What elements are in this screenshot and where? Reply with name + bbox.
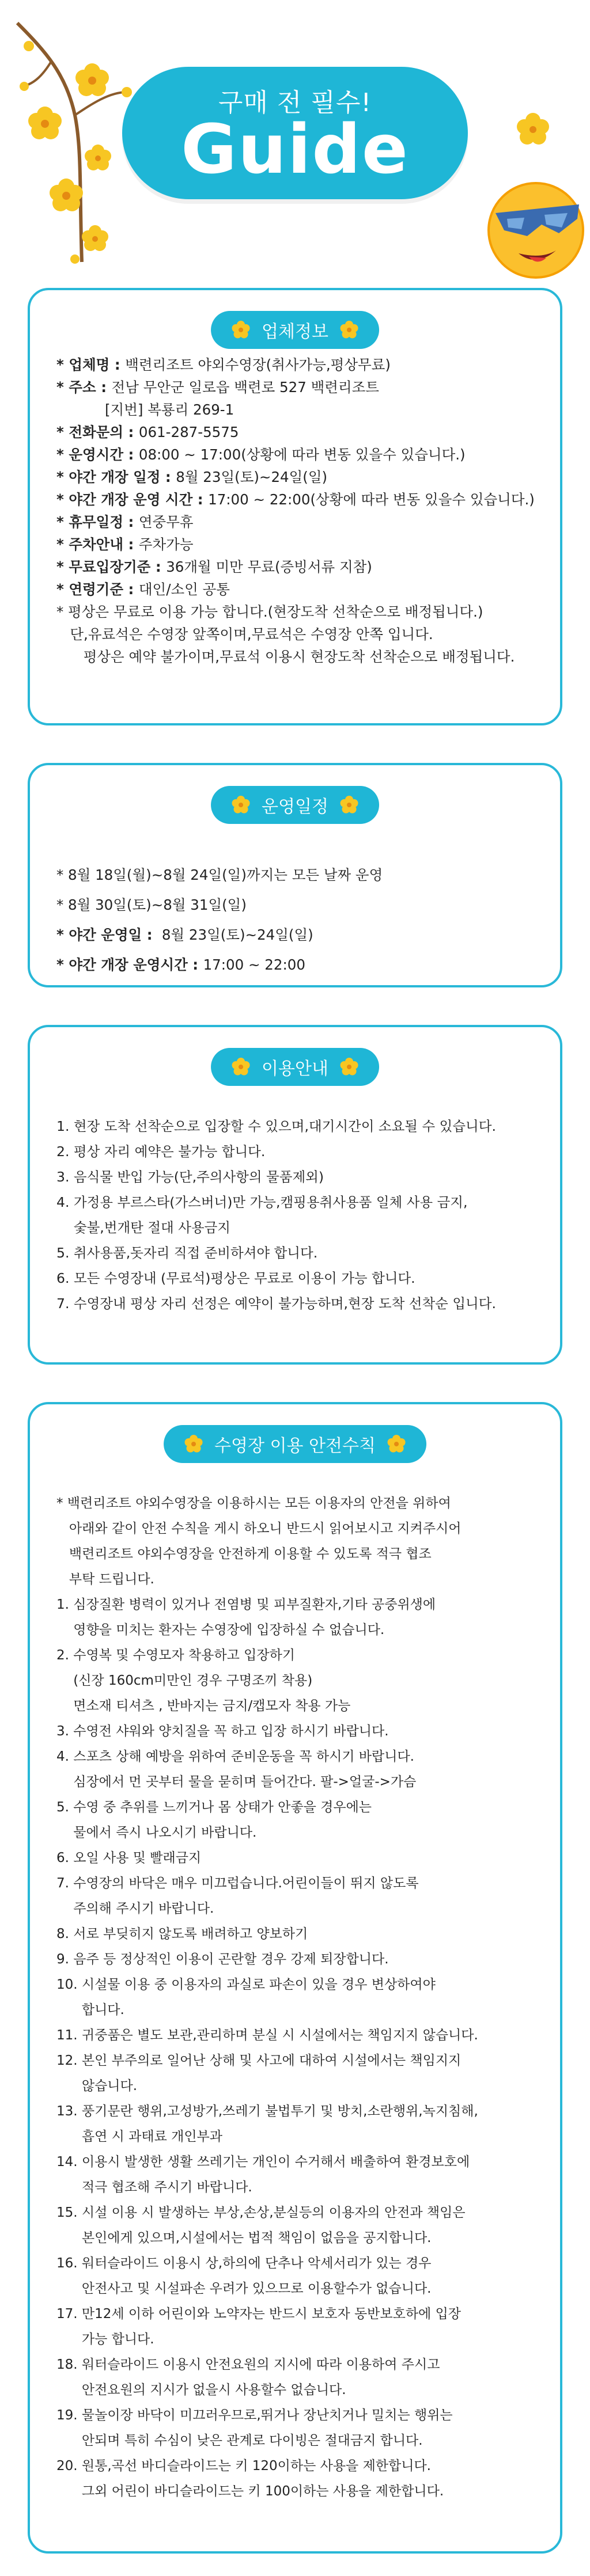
yellow-flower-icon: [230, 1057, 251, 1077]
info-row: * 업체명 : 백련리조트 야외수영장(취사가능,평상무료): [56, 356, 391, 373]
safety-row: 4. 스포츠 상해 예방을 위하여 준비운동을 꼭 하시기 바랍니다.: [56, 1749, 414, 1764]
safety-row: 안되며 특히 수심이 낮은 관계로 다이빙은 절대금지 합니다.: [56, 2433, 423, 2448]
sunglasses-emoji-icon: [472, 173, 588, 282]
schedule-lines: [56, 860, 543, 980]
info-row: * 야간 개장 운영 시간 : 17:00 ~ 22:00(상황에 따라 변동 있을수 있습니다.): [56, 491, 535, 508]
safety-row: 가능 합니다.: [56, 2332, 154, 2347]
safety-row: 본인에게 있으며,시설에서는 법적 책임이 없음을 공지합니다.: [56, 2231, 432, 2246]
safety-row: 8. 서로 부딪히지 않도록 배려하고 양보하기: [56, 1927, 308, 1942]
safety-row: 3. 수영전 샤워와 양치질을 꼭 하고 입장 하시기 바랍니다.: [56, 1724, 389, 1739]
safety-section: [28, 1402, 562, 2554]
safety-row: 물에서 즉시 나오시기 바랍니다.: [56, 1825, 257, 1840]
info-row: * 휴무일정 : 연중무휴: [56, 514, 194, 530]
safety-row: 안전요원의 지시가 없을시 사용할수 없습니다.: [56, 2383, 346, 2398]
safety-row: (신장 160cm미만인 경우 구명조끼 착용): [56, 1673, 313, 1688]
safety-title-label: 수영장 이용 안전수칙: [214, 1436, 376, 1456]
safety-lines: [56, 1491, 543, 2504]
schedule-title-label: 운영일정: [262, 797, 328, 817]
info-row: * 평상은 무료로 이용 가능 합니다.(현장도착 선착순으로 배정됩니다.): [56, 603, 483, 620]
usage-row: 4. 가정용 부르스타(가스버너)만 가능,캠핑용취사용품 일체 사용 금지,: [56, 1194, 468, 1210]
info-row: * 무료입장기준 : 36개월 미만 무료(증빙서류 지참): [56, 558, 372, 575]
safety-row: 흡연 시 과태료 개인부과: [56, 2129, 222, 2144]
safety-row: 12. 본인 부주의로 일어난 상해 및 사고에 대하여 시설에서는 책임지지: [56, 2053, 462, 2068]
usage-title-label: 이용안내: [262, 1059, 328, 1079]
guide-header: [0, 0, 590, 276]
usage-row: 1. 현장 도착 선착순으로 입장할 수 있으며,대기시간이 소요될 수 있습니다.: [56, 1118, 496, 1134]
info-lines: [56, 354, 543, 668]
usage-row: 7. 수영장내 평상 자리 선정은 예약이 불가능하며,현장 도착 선착순 입니다.: [56, 1295, 496, 1312]
usage-row: 숯불,번개탄 절대 사용금지: [56, 1219, 231, 1236]
yellow-flower-icon: [339, 320, 360, 340]
safety-row: 면소재 티셔츠 , 반바지는 금지/캡모자 착용 가능: [56, 1699, 351, 1713]
safety-row: 14. 이용시 발생한 생활 쓰레기는 개인이 수거해서 배출하여 환경보호에: [56, 2155, 470, 2170]
safety-row: 2. 수영복 및 수영모자 착용하고 입장하기: [56, 1648, 295, 1663]
info-row: * 주소 : 전남 무안군 일로읍 백련로 527 백련리조트: [56, 379, 379, 396]
usage-row: 6. 모든 수영장내 (무료석)평상은 무료로 이용이 가능 합니다.: [56, 1270, 415, 1286]
guide-title-pill: [122, 67, 468, 199]
usage-row: 2. 평상 자리 예약은 불가능 합니다.: [56, 1143, 266, 1160]
yellow-flower-icon: [230, 320, 251, 340]
safety-row: 부탁 드립니다.: [56, 1572, 154, 1587]
safety-row: 아래와 같이 안전 수칙을 게시 하오니 반드시 읽어보시고 지켜주시어: [56, 1521, 462, 1536]
guide-subtitle: 구매 전 필수!: [218, 88, 372, 117]
schedule-row: * 8월 18일(월)~8월 24일(일)까지는 모든 날짜 운영: [56, 867, 383, 883]
safety-row: 18. 워터슬라이드 이용시 안전요원의 지시에 따라 이용하여 주시고: [56, 2357, 440, 2372]
safety-row: 백련리조트 야외수영장을 안전하게 이용할 수 있도록 적극 협조: [56, 1547, 432, 1561]
guide-title: Guide: [181, 109, 409, 189]
yellow-flower-icon: [230, 795, 251, 815]
safety-row: 16. 워터슬라이드 이용시 상,하의에 단추나 악세서리가 있는 경우: [56, 2256, 432, 2271]
yellow-flower-icon: [183, 1434, 204, 1454]
safety-row: 영향을 미치는 환자는 수영장에 입장하실 수 없습니다.: [56, 1623, 385, 1637]
small-flower-icon: [513, 109, 553, 150]
safety-row: 9. 음주 등 정상적인 이용이 곤란할 경우 강제 퇴장합니다.: [56, 1952, 389, 1967]
safety-row: 1. 심장질환 병력이 있거나 전염병 및 피부질환자,기타 공중위생에: [56, 1597, 436, 1612]
safety-row: 20. 원통,곡선 바디슬라이드는 키 120이하는 사용을 제한합니다.: [56, 2459, 431, 2474]
schedule-row: * 야간 운영일 : 8월 23일(토)~24일(일): [56, 926, 313, 943]
info-title-label: 업체정보: [262, 322, 328, 342]
usage-section-title: [211, 1048, 379, 1086]
schedule-row: * 8월 30일(토)~8월 31일(일): [56, 896, 247, 913]
schedule-row: * 야간 개장 운영시간 : 17:00 ~ 22:00: [56, 956, 305, 973]
yellow-flower-icon: [339, 1057, 360, 1077]
info-row: * 주차안내 : 주차가능: [56, 536, 194, 553]
safety-row: 안전사고 및 시설파손 우려가 있으므로 이용할수가 없습니다.: [56, 2281, 432, 2296]
info-section-title: [211, 311, 379, 349]
safety-row: 7. 수영장의 바닥은 매우 미끄럽습니다.어린이들이 뛰지 않도록: [56, 1876, 419, 1891]
safety-row: 심장에서 먼 곳부터 물을 묻히며 들어간다. 팔->얼굴->가슴: [56, 1775, 417, 1789]
yellow-flower-icon: [386, 1434, 407, 1454]
info-row: * 연령기준 : 대인/소인 공통: [56, 581, 230, 598]
info-row: * 야간 개장 일정 : 8월 23일(토)~24일(일): [56, 469, 328, 485]
usage-row: 5. 취사용품,돗자리 직접 준비하셔야 합니다.: [56, 1245, 318, 1261]
info-row: * 운영시간 : 08:00 ~ 17:00(상황에 따라 변동 있을수 있습니다.): [56, 446, 466, 463]
safety-row: 13. 풍기문란 행위,고성방가,쓰레기 불법투기 및 방치,소란행위,녹지침해,: [56, 2104, 478, 2119]
safety-row: 주의해 주시기 바랍니다.: [56, 1901, 214, 1916]
safety-row: 합니다.: [56, 2003, 124, 2018]
usage-row: 3. 음식물 반입 가능(단,주의사항의 물품제외): [56, 1169, 324, 1185]
safety-row: 5. 수영 중 추위를 느끼거나 몸 상태가 안좋을 경우에는: [56, 1800, 372, 1815]
info-section: [28, 288, 562, 725]
yellow-flower-icon: [339, 795, 360, 815]
safety-row: 15. 시설 이용 시 발생하는 부상,손상,분실등의 이용자의 안전과 책임은: [56, 2205, 466, 2220]
safety-section-title: [164, 1425, 426, 1463]
schedule-section: [28, 763, 562, 987]
info-row: [지번] 복룡리 269-1: [105, 401, 235, 418]
safety-row: 10. 시설물 이용 중 이용자의 과실로 파손이 있을 경우 변상하여야: [56, 1977, 436, 1992]
safety-row: 19. 물놀이장 바닥이 미끄러우므로,뛰거나 장난치거나 밀치는 행위는: [56, 2408, 453, 2423]
safety-row: 11. 귀중품은 별도 보관,관리하며 분실 시 시설에서는 책임지지 않습니다.: [56, 2028, 478, 2043]
safety-row: * 백련리조트 야외수영장을 이용하시는 모든 이용자의 안전을 위하여: [56, 1496, 451, 1511]
usage-lines: [56, 1114, 543, 1316]
safety-row: 17. 만12세 이하 어린이와 노약자는 반드시 보호자 동반보호하에 입장: [56, 2307, 462, 2322]
usage-section: [28, 1025, 562, 1365]
safety-row: 않습니다.: [56, 2079, 138, 2094]
info-row: 단,유료석은 수영장 앞쪽이며,무료석은 수영장 안쪽 입니다.: [56, 626, 433, 643]
info-row: 평상은 예약 불가이며,무료석 이용시 현장도착 선착순으로 배정됩니다.: [56, 648, 515, 665]
safety-row: 그외 어린이 바디슬라이드는 키 100이하는 사용을 제한합니다.: [56, 2484, 444, 2499]
safety-row: 적극 협조해 주시기 바랍니다.: [56, 2180, 252, 2195]
safety-row: 6. 오일 사용 및 빨래금지: [56, 1851, 202, 1865]
schedule-section-title: [211, 786, 379, 824]
info-row: * 전화문의 : 061-287-5575: [56, 424, 239, 440]
